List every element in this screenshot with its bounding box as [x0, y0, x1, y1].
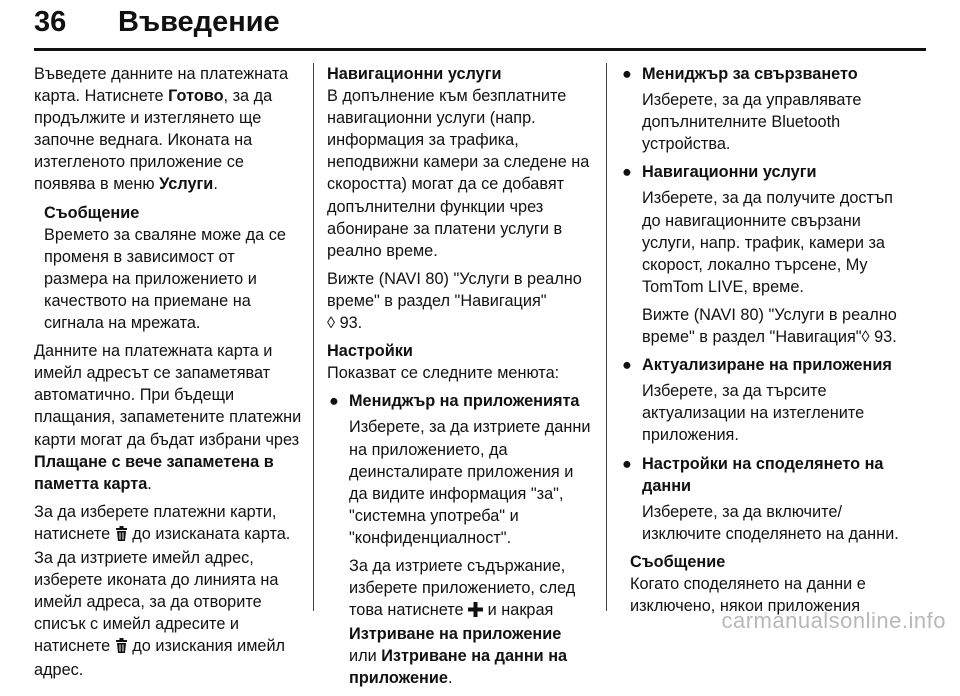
services-label: Услуги	[159, 175, 214, 194]
bullet-icon: ●	[329, 392, 339, 411]
plus-icon	[468, 601, 483, 623]
watermark: carmanualsonline.info	[721, 608, 946, 633]
bullet-text: Изберете, за да изтриете данни на приложението, да деинсталирате приложения и да видите информация "за", "системна употреба" и "конфиденциалност".	[349, 418, 591, 547]
list-item	[620, 161, 908, 183]
page-header	[34, 0, 926, 56]
paragraph-nav-services: В допълнение към безплатните навигационни услуги (напр. информация за трафика, неподвижни камери за следене на скоростта) могат да се добавят допълнителни функции чрез абониране за платени услуги в реално време.	[327, 87, 590, 260]
trash-icon	[115, 637, 128, 659]
paragraph-delete-cards: За да изберете платежни карти, натиснете до изисканата карта. За да изтриете имейл адрес, изберете иконата до линията на имейл адреса, за да отворите списък с имейл адресите и натиснете до изискания имейл адрес.	[34, 502, 291, 680]
list-item	[620, 63, 908, 85]
bullet-text: Изберете, за да търсите актуализации на изтеглените приложения.	[642, 382, 865, 445]
note-text: Времето за сваляне може да се променя в зависимост от размера на приложението и качеството на приемане на сигнала на мрежата.	[44, 225, 286, 333]
paragraph-settings: Показват се следните менюта:	[327, 364, 560, 383]
ref-arrow-icon: ◊	[861, 328, 870, 347]
bullet-icon: ●	[622, 454, 632, 473]
bullet-text: Изберете, за да управлявате допълнителните Bluetooth устройства.	[642, 91, 862, 154]
bullet-title: Навигационни услуги	[642, 163, 817, 182]
column-divider-2	[606, 63, 607, 611]
column-1	[34, 63, 302, 688]
bullet-icon: ●	[622, 65, 632, 83]
bullet-title: Актуализиране на приложения	[642, 356, 892, 375]
note-download-time	[44, 202, 302, 335]
column-2	[327, 63, 593, 696]
column-divider-1	[313, 63, 314, 611]
paragraph-nav-ref: Вижте (NAVI 80) "Услуги в реално време" в раздел "Навигация" ◊ 93.	[327, 269, 582, 333]
trash-icon	[115, 525, 128, 547]
paragraph-payment-entry: Въведете данните на платежната карта. Натиснете Готово, за да продължите и изтеглянето ще започне веднага. Иконата на изтегленото приложение се появява в меню Услуги.	[34, 65, 289, 194]
bullet-title: Настройки на споделянето на данни	[642, 454, 884, 495]
bullet-icon: ●	[622, 163, 632, 182]
bullet-title: Мениджър за свързването	[642, 65, 858, 83]
list-item	[327, 390, 593, 412]
column-3	[620, 63, 908, 623]
list-item	[620, 453, 908, 497]
section-title-settings: Настройки	[327, 342, 413, 361]
bullet-text: Изберете, за да получите достъп до навигационните свързани услуги, напр. трафик, камери за скорост, локално търсене, My TomTom LIVE, време.	[642, 189, 893, 296]
bullet-icon: ●	[622, 356, 632, 375]
done-label: Готово	[168, 87, 224, 106]
list-item	[620, 354, 908, 376]
page-number: 36	[34, 6, 67, 38]
ref-arrow-icon: ◊	[327, 314, 336, 333]
section-title-nav-services: Навигационни услуги	[327, 65, 502, 83]
bullet-text-delete: За да изтриете съдържание, изберете приложението, след това натиснете и накрая Изтриване на приложение или Изтриване на данни на приложение.	[349, 556, 576, 688]
note-title: Съобщение	[630, 552, 726, 571]
bullet-text: Изберете, за да включите/ изключите споделянето на данни.	[642, 502, 899, 543]
bullet-ref: Вижте (NAVI 80) "Услуги в реално време" в раздел "Навигация"◊ 93.	[642, 305, 897, 347]
header-rule	[34, 48, 926, 51]
paragraph-saved-cards: Данните на платежната карта и имейл адресът се запаметяват автоматично. При бъдещи плащания, запаметените платежни карти могат да бъдат избрани чрез Плащане с вече запаметена в паметта карта.	[34, 342, 302, 493]
note-title: Съобщение	[44, 203, 140, 222]
note-text: Когато споделянето на данни е изключено, някои приложения	[630, 574, 866, 616]
bullet-title: Мениджър на приложенията	[349, 392, 580, 411]
saved-card-label: Плащане с вече запаметена в паметта карта	[34, 452, 274, 493]
page-title: Въведение	[118, 6, 280, 38]
